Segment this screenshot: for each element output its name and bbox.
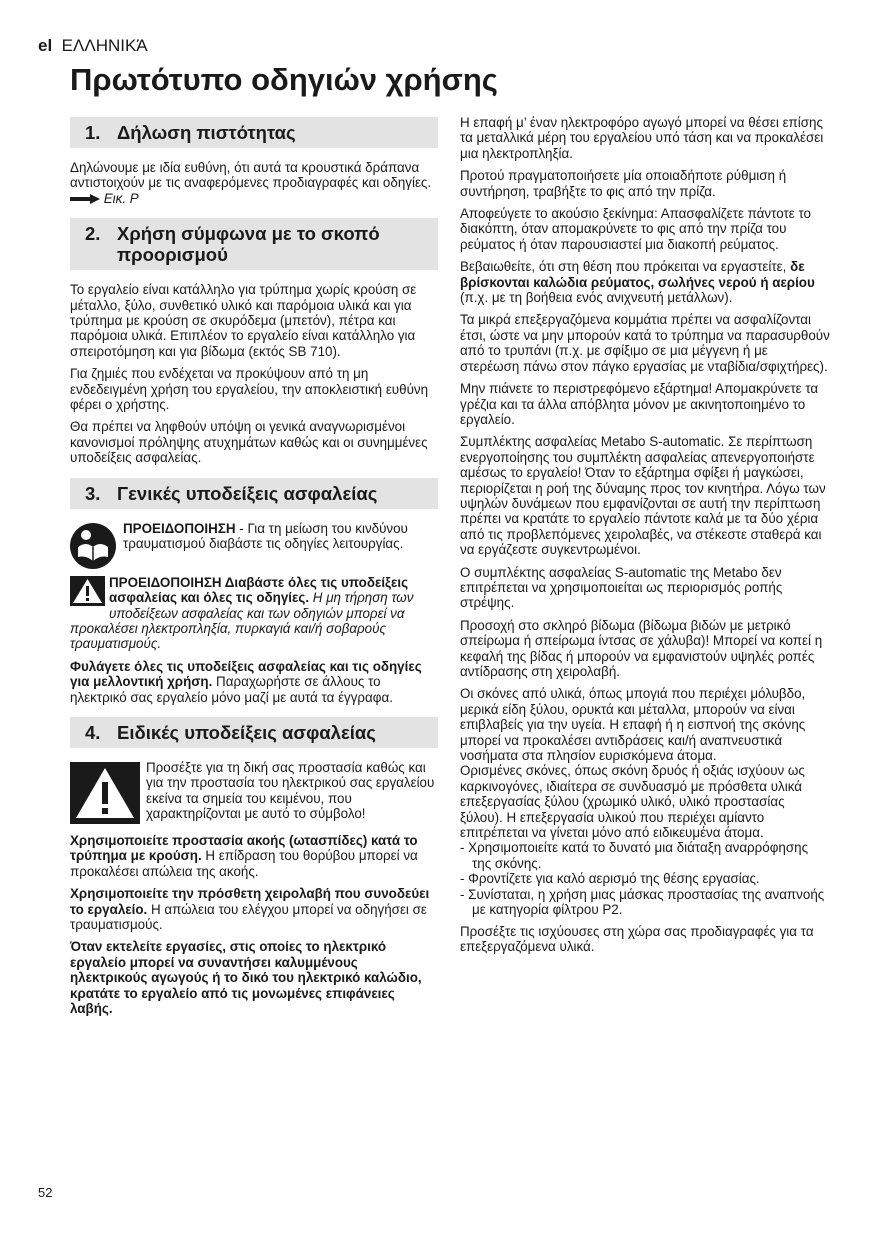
warning-label: ΠΡΟΕΙΔΟΠΟΙΗΣΗ — [123, 520, 236, 536]
intended-use-paragraph: Το εργαλείο είναι κατάλληλο για τρύπημα χωρίς κρούση σε μέταλλο, ξύλο, συνθετικό υλικό και παρόμοια υλικά και για τρύπημα με κρούση σε σκυρόδεμα (μπετόν), πέτρα και παρόμοια υλικά. Επιπλέον το εργαλείο είναι κατάλληλο για σπειροτόμηση και για βίδωμα (εκτός SB 710). — [70, 282, 417, 359]
warning-triangle-icon — [70, 762, 140, 824]
section-title: Χρήση σύμφωνα με το σκοπό προορισμού — [117, 223, 380, 266]
left-column — [70, 117, 438, 1023]
hard-screwdriving-paragraph: Προσοχή στο σκληρό βίδωμα (βίδωμα βιδών με μετρικό σπείρωμα ή σπείρωμα ίντσας σε χάλυβα)! Μπορεί να κοπεί η κεφαλή της βίδας ή μπορούν να εμφανιστούν υψηλές ροπές αντίδρασης στη χειρολαβή. — [460, 617, 823, 679]
regulations-paragraph: Θα πρέπει να ληφθούν υπόψη οι γενικά αναγνωρισμένοι κανονισμοί πρόληψης ατυχημάτων καθώς και οι συνημμένες υποδείξεις ασφαλείας. — [70, 419, 428, 466]
section-4-heading — [70, 717, 438, 748]
workpiece-securing-paragraph: Τα μικρά επεξεργαζόμενα κομμάτια πρέπει να ασφαλίζονται έτσι, ώστε να μην μπορούν κατά το τρύπημα να παρασυρθούν από το τρυπάνι (π.χ. με σφίξιμο σε μια μέγγενη ή με στερέωση πάνω στον πάγκο εργασίας με νταβίδια/σφιχτήρες). — [460, 312, 830, 374]
arrow-right-icon — [70, 194, 100, 204]
warning-triangle-icon — [70, 576, 105, 606]
live-wire-paragraph: Η επαφή μ’ έναν ηλεκτροφόρο αγωγό μπορεί να θέσει επίσης τα μεταλλικά μέρη του εργαλείου υπό τάση και να προκαλέσει μια ηλεκτροπληξία. — [460, 115, 824, 161]
unplug-paragraph: Προτού πραγματοποιήσετε μία οποιαδήποτε ρύθμιση ή συντήρηση, τραβήξτε το φις από την πρίζα. — [460, 168, 787, 199]
section-title: Ειδικές υποδείξεις ασφαλείας — [117, 721, 376, 743]
symbol-intro-text: Προσέξτε για τη δική σας προστασία καθώς και για την προστασία του ηλεκτρικού σας εργαλείου εκείνα τα σημεία του κειμένου, που χαρακτηρίζονται με αυτό το σύμβολο! — [146, 759, 435, 822]
insulated-grip-bold: Όταν εκτελείτε εργασίες, στις οποίες το ηλεκτρικό εργαλείο μπορεί να συναντήσει καλυμμένους ηλεκτρικούς αγωγούς ή το δικό του ηλεκτρικό καλώδιο, κρατάτε το εργαλείο από τις μονωμένες επιφάνειες λαβής. — [70, 939, 422, 1016]
rotating-part-paragraph: Μην πιάνετε το περιστρεφόμενο εξάρτημα! Απομακρύνετε τα γρέζια και τα άλλα απόβλητα μόνον με ακινητοποιημένο το εργαλείο. — [460, 381, 819, 427]
hidden-lines-paragraph — [460, 259, 830, 305]
section-number: 4. — [85, 721, 101, 743]
right-column — [460, 115, 830, 961]
liability-paragraph: Για ζημιές που ενδέχεται να προκύψουν από τη μη ενδεδειγμένη χρήση του εργαλείου, την αποκλειστική ευθύνη φέρει ο χρήστης. — [70, 366, 429, 413]
hearing-protection-bold: Χρησιμοποιείτε προστασία ακοής (ωτασπίδες) κατά το τρύπημα με κρούση. — [70, 832, 418, 864]
section-title: Δήλωση πιστότητας — [117, 122, 296, 143]
keep-instructions-paragraph — [70, 659, 438, 705]
national-regulations-paragraph: Προσέξτε τις ισχύουσες στη χώρα σας προδιαγραφές για τα επεξεργαζόμενα υλικά. — [460, 923, 814, 954]
insulated-grip-paragraph — [70, 939, 438, 1016]
hidden-lines-text-end: (π.χ. με τη βοήθεια ενός ανιχνευτή μετάλλων). — [460, 290, 733, 306]
read-manual-warning — [70, 521, 438, 569]
section-number: 2. — [85, 223, 101, 245]
page-title: Πρωτότυπο οδηγιών χρήσης — [70, 62, 498, 97]
clutch-limit-paragraph: Ο συμπλέκτης ασφαλείας S-automatic της Metabo δεν επιτρέπεται να χρησιμοποιείται ως περιορισμός ροπής στρέψης. — [460, 564, 783, 611]
dust-measures-list — [460, 840, 830, 917]
keep-instructions-text: Παραχωρήστε σε άλλους το ηλεκτρικό σας εργαλείο μόνο μαζί με αυτά τα έγγραφα. — [70, 674, 393, 705]
section-title: Γενικές υποδείξεις ασφαλείας — [117, 482, 378, 504]
section-2-heading — [70, 218, 438, 270]
hidden-lines-text: Βεβαιωθείτε, ότι στη θέση που πρόκειται να εργαστείτε, — [460, 259, 791, 275]
section-1-heading — [70, 117, 438, 148]
aux-handle-text: Η απώλεια του ελέγχου μπορεί να οδηγήσει σε τραυματισμούς. — [70, 901, 427, 932]
section-number: 3. — [85, 482, 101, 504]
general-warning — [70, 575, 438, 652]
aux-handle-paragraph — [70, 886, 438, 932]
warning-text: - Για τη μείωση του κινδύνου τραυματισμού διαβάστε τις οδηγίες λειτουργίας. — [123, 520, 408, 552]
declaration-paragraph — [70, 160, 438, 206]
hearing-protection-paragraph — [70, 833, 438, 879]
carcinogenic-dust-paragraph: Ορισμένες σκόνες, όπως σκόνη δρυός ή οξιάς ισχύουν ως καρκινογόνες, ιδιαίτερα σε συνδυασμό με πρόσθετα υλικά επεξεργασίας ξύλου (χρωμικό υλικό, υλικό προστασίας ξύλου). Η επεξεργασία υλικού που περιέχει αμίαντο επιτρέπεται να γίνεται μόνο από ειδικευμένα άτομα. — [460, 763, 805, 841]
aux-handle-bold: Χρησιμοποιείτε την πρόσθετη χειρολαβή που συνοδεύει το εργαλείο. — [70, 886, 430, 917]
safety-clutch-paragraph: Συμπλέκτης ασφαλείας Metabo S-automatic. Σε περίπτωση ενεργοποίησης του συμπλέκτη ασφαλείας απενεργοποιήστε αμέσως το εργαλείο! Όταν το εξάρτημα σφίξει ή μαγκώσει, περιορίζεται η ροή της δύναμης προς τον κινητήρα. Λόγω των υψηλών δυνάμεων που εμφανίζονται σε αυτή την περίπτωση πρέπει να κρατάτε το εργαλείο πάντοτε καλά με τα δύο χέρια από τις προβλεπόμενες χειρολαβές, να στέκεστε σταθερά και να εργάζεστε συγκεντρωμένοι. — [460, 434, 826, 558]
figure-reference: Εικ. P — [103, 190, 139, 206]
list-item: - Συνίσταται, η χρήση μιας μάσκας προστασίας της αναπνοής με κατηγορία φίλτρου P2. — [460, 886, 825, 918]
list-item: - Χρησιμοποιείτε κατά το δυνατό μια διάταξη αναρρόφησης της σκόνης. — [460, 840, 809, 871]
language-name: ΕΛΛΗΝΙΚΆ — [61, 36, 148, 55]
language-code: el — [38, 36, 53, 55]
general-warning-bold: ΠΡΟΕΙΔΟΠΟΙΗΣΗ Διαβάστε όλες τις υποδείξεις ασφαλείας και όλες τις οδηγίες. — [109, 574, 409, 606]
list-item: - Φροντίζετε για καλό αερισμό της θέσης εργασίας. — [460, 871, 760, 887]
hearing-protection-text: Η επίδραση του θορύβου μπορεί να προκαλέσει απώλεια της ακοής. — [70, 848, 418, 879]
keep-instructions-bold: Φυλάγετε όλες τις υποδείξεις ασφαλείας και τις οδηγίες για μελλοντική χρήση. — [70, 658, 422, 690]
dust-hazard-paragraph: Οι σκόνες από υλικά, όπως μπογιά που περιέχει μόλυβδο, μερικά είδη ξύλου, ορυκτά και μέταλλα, μπορούν να είναι επιβλαβείς για την υγεία. Η επαφή ή η εισπνοή της σκόνης μπορεί να προκαλέσει αντιδράσεις και/ή αναπνευστικά νοσήματα στα πλησίον ευρισκόμενα άτομα. — [460, 686, 806, 764]
page-number: 52 — [38, 1185, 53, 1200]
hidden-lines-bold: δε βρίσκονται καλώδια ρεύματος, σωλήνες νερού ή αερίου — [460, 259, 815, 290]
unintended-start-paragraph: Αποφεύγετε το ακούσιο ξεκίνημα: Απασφαλίζετε πάντοτε το διακόπτη, όταν απομακρύνετε το φις από την πρίζα του ρεύματος ή όταν παρουσιαστεί μια διακοπή ρεύματος. — [460, 206, 812, 252]
general-warning-italic: Η μη τήρηση των υποδείξεων ασφαλείας και των οδηγιών μπορεί να προκαλέσει ηλεκτροπληξία, πυρκαγιά και/ή σοβαρούς τραυματισμούς. — [70, 590, 414, 652]
read-manual-text — [123, 521, 438, 552]
declaration-text: Δηλώνουμε με ιδία ευθύνη, ότι αυτά τα κρουστικά δράπανα αντιστοιχούν με τις αναφερόμενες προδιαγραφές και οδηγίες. — [70, 160, 432, 191]
language-header — [38, 36, 148, 56]
read-manual-icon — [70, 523, 116, 569]
symbol-intro-paragraph — [70, 760, 438, 826]
section-number: 1. — [85, 122, 101, 143]
section-3-heading — [70, 478, 438, 509]
